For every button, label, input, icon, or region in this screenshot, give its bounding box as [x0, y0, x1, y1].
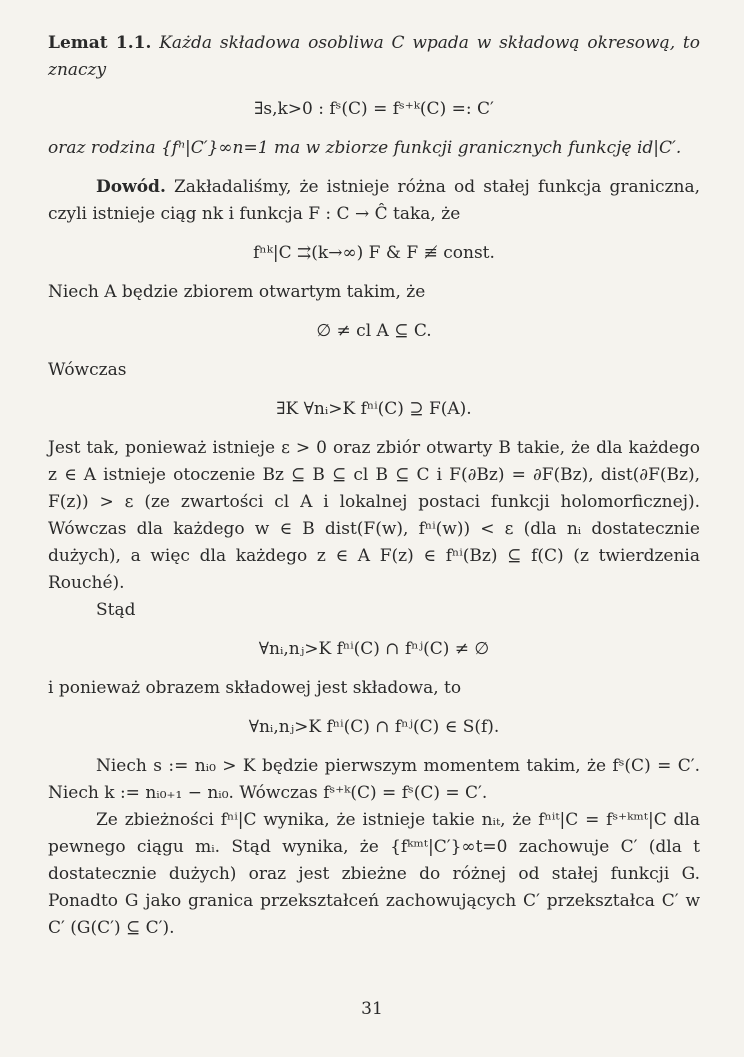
formula-4: ∀nᵢ,nⱼ>K fⁿⁱ(C) ∩ fⁿʲ(C) ≠ ∅: [258, 639, 490, 659]
proof-paragraph-1: [48, 174, 700, 228]
formula-5: ∀nᵢ,nⱼ>K fⁿⁱ(C) ∩ fⁿʲ(C) ∈ S(f).: [248, 717, 500, 737]
lemma-heading: Lemat 1.1.: [48, 33, 152, 53]
lemma-statement: [48, 30, 700, 84]
proof-paragraph-3: Wówczas: [48, 360, 127, 380]
proof-paragraph-4: Jest tak, ponieważ istnieje ε > 0 oraz zbiór otwarty B takie, że dla każdego z ∈ A istnieje otoczenie Bz ⊆ B ⊆ cl B ⊆ C i F(∂Bz) = ∂F(Bz), dist(∂F(Bz), F(z)) > ε (ze zwartości cl A i lokalnej postaci funkcji holomorficznej). Wówczas dla każdego w ∈ B dist(F(w), fⁿⁱ(w)) < ε (dla nᵢ dostatecznie dużych), a więc dla każdego z ∈ A F(z) ∈ fⁿⁱ(Bz) ⊆ f(C) (z twierdzenia Rouché).: [48, 438, 700, 593]
proof-paragraph-5: Stąd: [96, 600, 136, 620]
lemma-text: Każda składowa osobliwa C wpada w składową okresową, to znaczy: [48, 33, 700, 80]
formula-1: fⁿᵏ|C ⇉(k→∞) F & F ≢ const.: [253, 243, 495, 263]
proof-paragraph-2: Niech A będzie zbiorem otwartym takim, że: [48, 282, 426, 302]
lemma-text-2: oraz rodzina {fⁿ|C′}∞n=1 ma w zbiorze funkcji granicznych funkcję id|C′.: [48, 138, 682, 158]
formula-2: ∅ ≠ cl A ⊆ C.: [316, 321, 432, 341]
proof-paragraph-8: Ze zbieżności fⁿⁱ|C wynika, że istnieje takie nᵢₜ, że fⁿⁱᵗ|C = fˢ⁺ᵏᵐᵗ|C dla pewnego ciągu mᵢ. Stąd wynika, że {fᵏᵐᵗ|C′}∞t=0 zachowuje C′ (dla t dostatecznie dużych) oraz jest zbieżne do różnej od stałej funkcji G. Ponadto G jako granica przekształceń zachowujących C′ przekształca C′ w C′ (G(C′) ⊆ C′).: [48, 810, 700, 938]
lemma-formula: ∃s,k>0 : fˢ(C) = fˢ⁺ᵏ(C) =: C′: [254, 99, 494, 119]
proof-text-1: Zakładaliśmy, że istnieje różna od stałej funkcja graniczna, czyli istnieje ciąg nk i funkcja F : C → Ĉ taka, że: [48, 177, 700, 224]
proof-paragraph-6: i ponieważ obrazem składowej jest składowa, to: [48, 678, 462, 698]
proof-heading: Dowód.: [96, 177, 166, 197]
proof-paragraph-7: Niech s := nᵢ₀ > K będzie pierwszym momentem takim, że fˢ(C) = C′. Niech k := nᵢ₀₊₁ − nᵢ₀. Wówczas fˢ⁺ᵏ(C) = fˢ(C) = C′.: [48, 756, 700, 803]
formula-3: ∃K ∀nᵢ>K fⁿⁱ(C) ⊇ F(A).: [276, 399, 472, 419]
page-number: 31: [361, 999, 383, 1019]
